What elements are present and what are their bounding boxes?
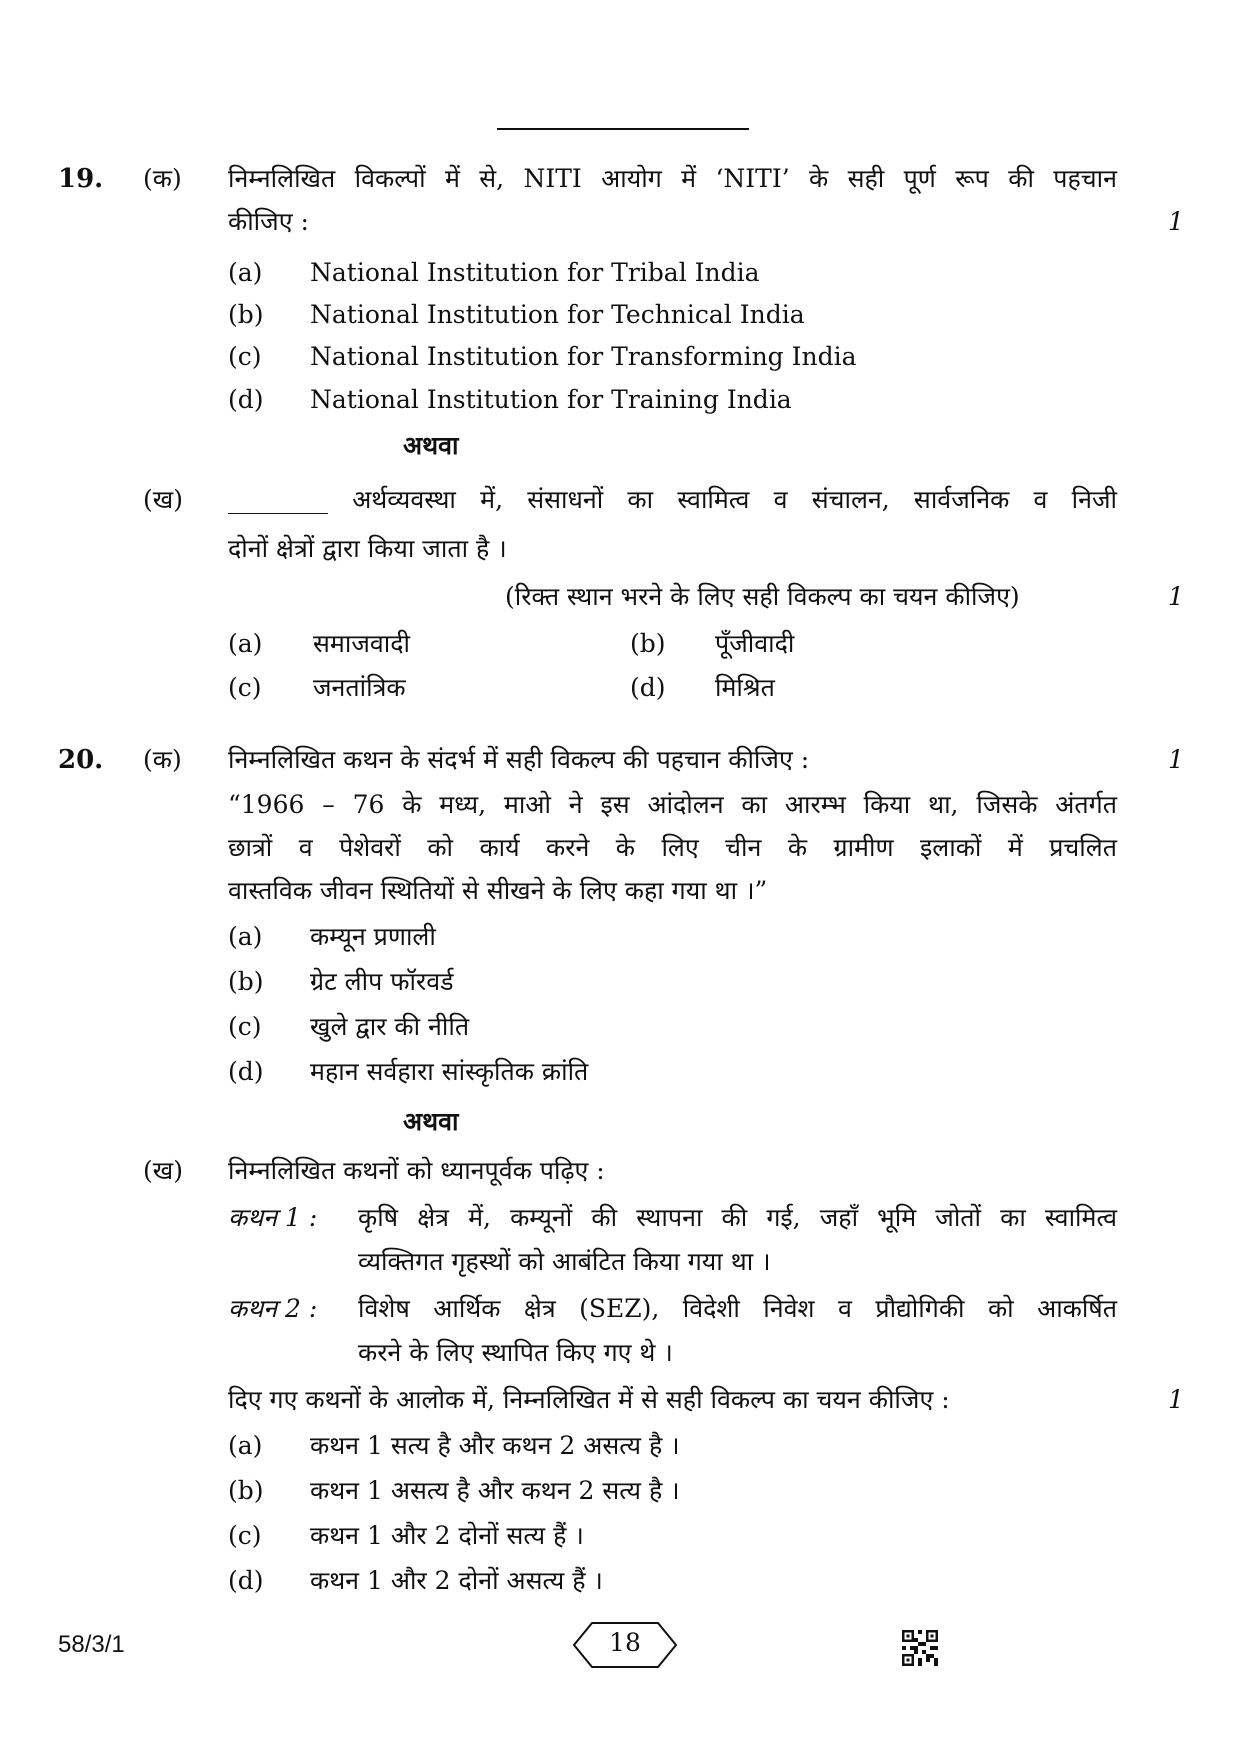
q20-b-option-label: (d)	[228, 1566, 264, 1595]
q19-a-text-line1: निम्नलिखित विकल्पों में से, NITI आयोग में ‘NITI’ के सही पूर्ण रूप की पहचान	[228, 164, 1117, 193]
q20-b-marks: 1	[1168, 1385, 1184, 1414]
q19-a-text-line2: कीजिए :	[228, 207, 309, 236]
q19-a-option-text: National Institution for Technical India	[310, 300, 805, 329]
statement-2-line2: करने के लिए स्थापित किए गए थे ।	[358, 1338, 673, 1367]
q19-b-option-text: मिश्रित	[715, 673, 775, 702]
q19-part-b-label: (ख)	[143, 485, 183, 514]
q20-a-option-text: कम्यून प्रणाली	[310, 922, 436, 951]
q20-a-option-text: खुले द्वार की नीति	[310, 1012, 470, 1041]
q19-b-option-text: पूँजीवादी	[715, 629, 795, 658]
q19-a-option-text: National Institution for Tribal India	[310, 258, 760, 287]
q20-b-instruction: दिए गए कथनों के आलोक में, निम्नलिखित में से सही विकल्प का चयन कीजिए :	[228, 1385, 950, 1414]
q20-a-option-label: (c)	[228, 1012, 262, 1041]
statement-2-line1: विशेष आर्थिक क्षेत्र (SEZ), विदेशी निवेश व प्रौद्योगिकी को आकर्षित	[358, 1294, 1117, 1323]
q19-b-marks: 1	[1168, 582, 1184, 611]
q20-b-option-label: (a)	[228, 1431, 263, 1460]
q19-b-text-line1: ________ अर्थव्यवस्था में, संसाधनों का स्वामित्व व संचालन, सार्वजनिक व निजी	[228, 485, 1117, 514]
q20-a-option-text: महान सर्वहारा सांस्कृतिक क्रांति	[310, 1057, 589, 1086]
q20-b-option-label: (b)	[228, 1476, 264, 1505]
q20-b-option-text: कथन 1 और 2 दोनों सत्य हैं ।	[310, 1521, 584, 1550]
statement-1-line2: व्यक्तिगत गृहस्थों को आबंटित किया गया था ।	[358, 1247, 771, 1276]
q20-part-b-label: (ख)	[143, 1156, 183, 1185]
q19-b-text-line2: दोनों क्षेत्रों द्वारा किया जाता है ।	[228, 534, 507, 563]
q19-b-option-label: (b)	[630, 629, 666, 658]
q19-b-option-label: (c)	[228, 673, 262, 702]
statement-1-line1: कृषि क्षेत्र में, कम्यूनों की स्थापना की गई, जहाँ भूमि जोतों का स्वामित्व	[358, 1203, 1117, 1232]
q19-b-option-text: जनतांत्रिक	[313, 673, 406, 702]
q20-a-option-label: (d)	[228, 1057, 264, 1086]
q20-a-text-line1: निम्नलिखित कथन के संदर्भ में सही विकल्प की पहचान कीजिए :	[228, 745, 810, 774]
page-number: 18	[609, 1628, 641, 1657]
q19-a-option-text: National Institution for Training India	[310, 385, 792, 414]
q19-b-option-label: (d)	[630, 673, 666, 702]
qr-code-icon	[902, 1630, 938, 1666]
q19-a-marks: 1	[1168, 207, 1184, 236]
q20-b-option-text: कथन 1 असत्य है और कथन 2 सत्य है ।	[310, 1476, 680, 1505]
question-number-19: 19.	[58, 164, 104, 194]
q20-a-option-text: ग्रेट लीप फॉरवर्ड	[310, 967, 454, 996]
q20-b-option-text: कथन 1 और 2 दोनों असत्य हैं ।	[310, 1566, 603, 1595]
q20-a-marks: 1	[1168, 745, 1184, 774]
q20-a-option-label: (a)	[228, 922, 263, 951]
question-number-20: 20.	[58, 745, 104, 775]
q19-b-instruction: (रिक्त स्थान भरने के लिए सही विकल्प का चयन कीजिए)	[505, 582, 1020, 611]
q19-a-option-text: National Institution for Transforming India	[310, 342, 857, 371]
q20-quote-line3: वास्तविक जीवन स्थितियों से सीखने के लिए कहा गया था ।”	[228, 876, 768, 905]
q20-quote-line1: “1966 – 76 के मध्य, माओ ने इस आंदोलन का आरम्भ किया था, जिसके अंतर्गत	[228, 790, 1117, 819]
statement-1-label: कथन 1 :	[228, 1203, 318, 1232]
top-rule	[497, 128, 749, 130]
q19-a-option-label: (a)	[228, 258, 263, 287]
q19-part-a-label: (क)	[143, 164, 182, 193]
q20-b-text-line1: निम्नलिखित कथनों को ध्यानपूर्वक पढ़िए :	[228, 1156, 605, 1185]
q20-a-option-label: (b)	[228, 967, 264, 996]
q19-or-separator: अथवा	[403, 431, 459, 460]
q20-part-a-label: (क)	[143, 745, 182, 774]
q20-b-option-text: कथन 1 सत्य है और कथन 2 असत्य है ।	[310, 1431, 680, 1460]
q19-b-option-text: समाजवादी	[313, 629, 411, 658]
statement-2-label: कथन 2 :	[228, 1294, 318, 1323]
q20-b-option-label: (c)	[228, 1521, 262, 1550]
q20-quote-line2: छात्रों व पेशेवरों को कार्य करने के लिए चीन के ग्रामीण इलाकों में प्रचलित	[228, 833, 1117, 862]
q20-or-separator: अथवा	[403, 1107, 459, 1136]
q19-a-option-label: (d)	[228, 385, 264, 414]
q19-a-option-label: (c)	[228, 342, 262, 371]
q19-b-option-label: (a)	[228, 629, 263, 658]
q19-a-option-label: (b)	[228, 300, 264, 329]
paper-code: 58/3/1	[58, 1631, 125, 1658]
